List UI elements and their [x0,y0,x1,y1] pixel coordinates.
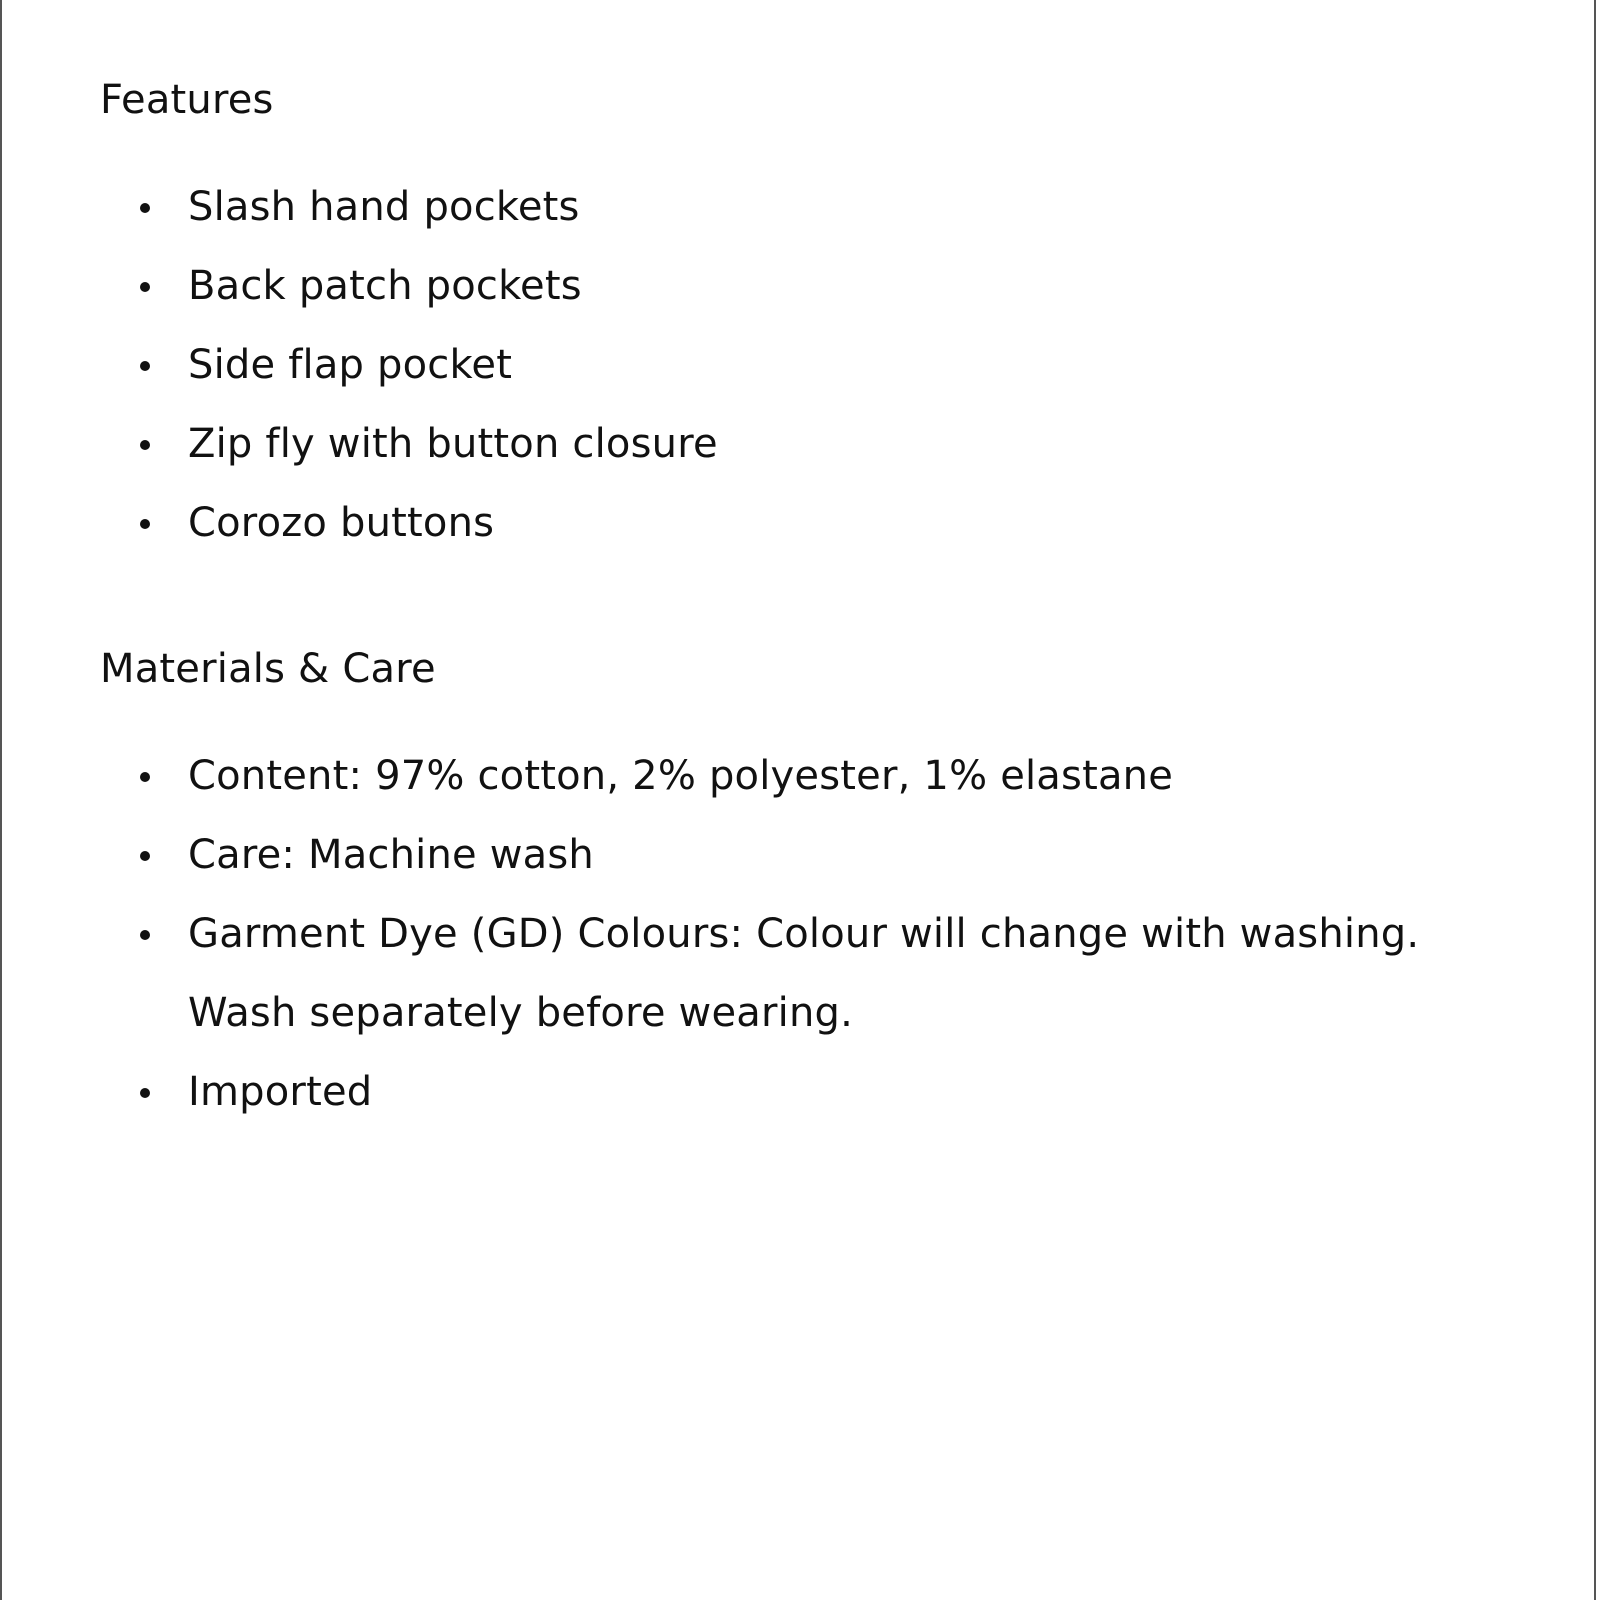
list-item-text: Content: 97% cotton, 2% polyester, 1% elastane [188,753,1174,799]
list-item-text: Back patch pockets [188,263,582,309]
bullet-icon [140,930,150,940]
materials-care-heading: Materials & Care [100,646,436,692]
product-details [100,72,1500,1132]
list-item-text: Slash hand pockets [188,184,580,230]
list-item-text: Zip fly with button closure [188,421,718,467]
features-list [100,168,1500,563]
bullet-icon [140,203,150,213]
list-item [100,1053,1500,1132]
list-item [100,247,1500,326]
list-item [100,405,1500,484]
bullet-icon [140,282,150,292]
features-heading: Features [100,77,274,123]
bullet-icon [140,361,150,371]
list-item-text: Care: Machine wash [188,832,594,878]
bullet-icon [140,440,150,450]
list-item-text: Garment Dye (GD) Colours: Colour will change with washing. Wash separately before wearing. [188,911,1420,1036]
list-item [100,816,1500,895]
list-item [100,484,1500,563]
list-item [100,168,1500,247]
list-item-text: Imported [188,1069,373,1115]
bullet-icon [140,772,150,782]
list-item-text: Side flap pocket [188,342,513,388]
list-item [100,737,1500,816]
list-item-text: Corozo buttons [188,500,495,546]
bullet-icon [140,519,150,529]
list-item [100,326,1500,405]
materials-care-list [100,737,1500,1132]
bullet-icon [140,851,150,861]
list-item [100,895,1500,1053]
bullet-icon [140,1088,150,1098]
